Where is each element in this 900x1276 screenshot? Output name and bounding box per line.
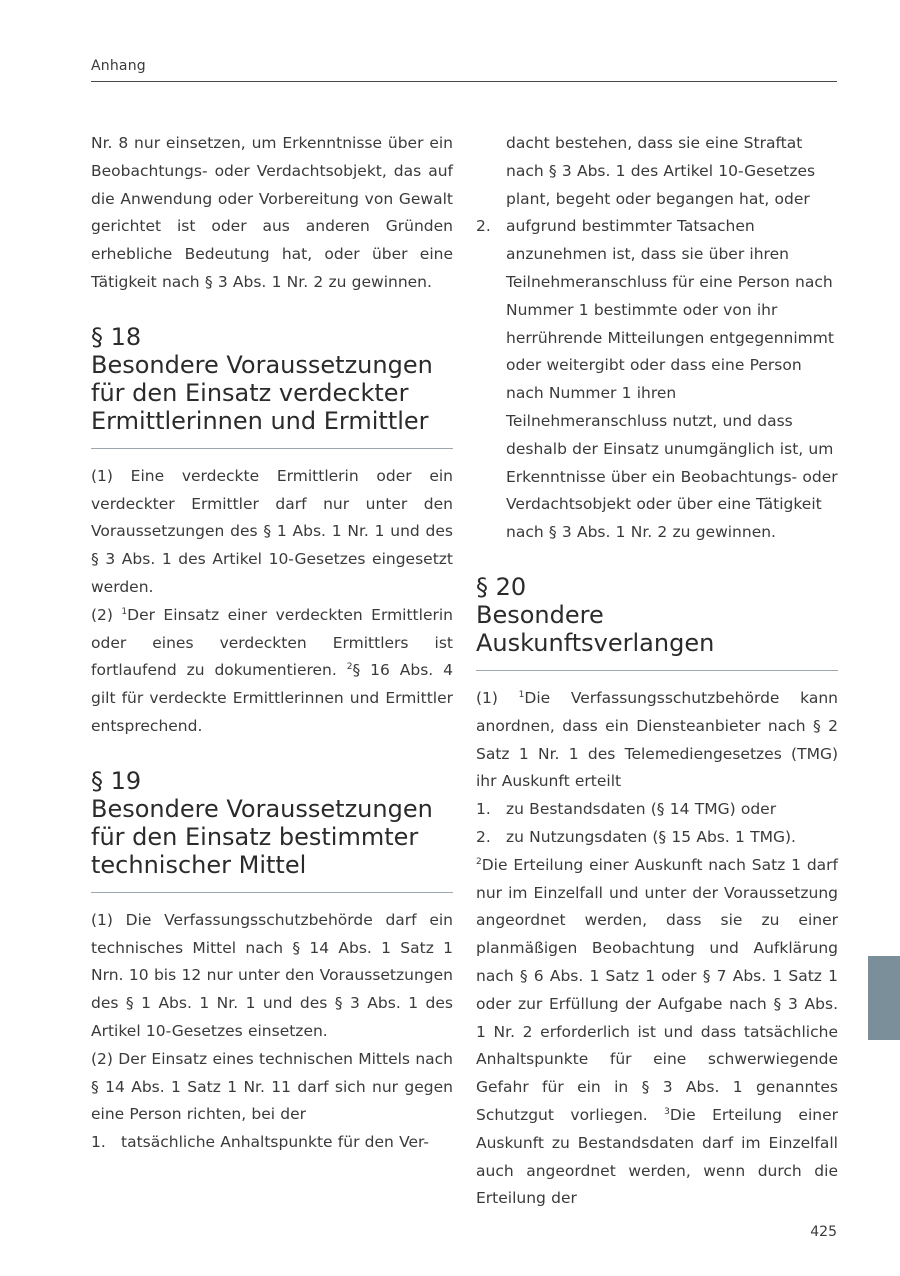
section-18	[91, 323, 453, 741]
intro-paragraph: Nr. 8 nur einsetzen, um Erkenntnisse über ein Beobachtungs- oder Verdachtsobjekt, das auf die Anwendung oder Vorbereitung von Gewalt gerichtet ist oder aus anderen Gründen erhebliche Bedeutung hat, oder über eine Tätigkeit nach § 3 Abs. 1 Nr. 2 zu gewinnen.	[91, 134, 453, 291]
running-header: Anhang	[91, 58, 146, 74]
section-18-title: Besondere Voraussetzungen für den Einsatz verdeckter Ermittlerinnen und Ermittler	[91, 350, 433, 435]
list-item-number: 2.	[476, 827, 491, 846]
section-18-rule	[91, 448, 453, 449]
section-19-rule	[91, 892, 453, 893]
right-column	[476, 130, 838, 1213]
list-item	[476, 824, 838, 852]
list-item-number: 2.	[476, 217, 491, 236]
list-item-number: 1.	[476, 800, 491, 819]
sentence-2: § 16 Abs. 4 gilt für verdeckte Ermittlerinnen und Ermittler entsprechend.	[91, 661, 453, 735]
list-item-number: 1.	[91, 1133, 106, 1152]
section-19	[91, 767, 453, 1157]
sentence-3: Die Erteilung einer Auskunft zu Bestandsdaten darf im Einzelfall auch angeordnet werden, wenn durch die Erteilung der	[476, 1105, 838, 1208]
sentence-number: 1	[518, 689, 525, 700]
list-item	[476, 796, 838, 824]
list-item-text: zu Nutzungsdaten (§ 15 Abs. 1 TMG).	[506, 827, 796, 846]
list-item	[476, 213, 838, 547]
section-19-title: Besondere Voraussetzungen für den Einsatz bestimmter technischer Mittel	[91, 794, 433, 879]
page-number: 425	[810, 1224, 837, 1240]
section-19-paragraph-1: (1) Die Verfassungsschutzbehörde darf ein technisches Mittel nach § 14 Abs. 1 Satz 1 Nrn. 10 bis 12 nur unter den Voraussetzungen des § 1 Abs. 1 Nr. 1 und des § 3 Abs. 1 des Artikel 10-Gesetzes einsetzen.	[91, 910, 453, 1040]
section-20-title: Besondere Auskunftsverlangen	[476, 600, 715, 657]
section-20-paragraph-1-continued	[476, 852, 838, 1213]
sentence-number: 2	[346, 662, 353, 673]
sentence-number: 3	[664, 1106, 670, 1117]
section-20-paragraph-1	[476, 685, 838, 796]
left-column	[91, 130, 453, 1157]
section-20-number: § 20	[476, 572, 527, 601]
section-18-number: § 18	[91, 322, 142, 351]
list-item	[91, 1129, 453, 1157]
list-item-text: aufgrund bestimmter Tatsachen anzunehmen ist, dass sie über ihren Teilnehmeranschluss für eine Person nach Nummer 1 bestimmte oder von ihr herrührende Mitteilungen entgegennimmt oder weitergibt oder dass eine Person nach Nummer 1 ihren Teilnehmeranschluss nutzt, und dass deshalb der Einsatz unumgänglich ist, um Erkenntnisse über ein Beobachtungs- oder Verdachtsobjekt oder über eine Tätigkeit nach § 3 Abs. 1 Nr. 2 zu gewinnen.	[506, 217, 838, 542]
list-item-text: dacht bestehen, dass sie eine Straftat nach § 3 Abs. 1 des Artikel 10-Gesetzes plant, begeht oder begangen hat, oder	[506, 134, 816, 208]
sentence-number: 1	[121, 606, 128, 617]
section-18-paragraph-2	[91, 602, 453, 741]
paragraph-marker: (1)	[476, 688, 519, 707]
paragraph-marker: (2)	[91, 605, 122, 624]
sentence-2: Die Erteilung einer Auskunft nach Satz 1 darf nur im Einzelfall und unter der Voraussetzung angeordnet werden, dass sie zu einer planmäßigen Beobachtung und Aufklärung nach § 6 Abs. 1 Satz 1 oder § 7 Abs. 1 Satz 1 oder zur Erfüllung der Aufgabe nach § 3 Abs. 1 Nr. 2 erforderlich ist und dass tatsächliche Anhaltspunkte für eine schwerwiegende Gefahr für ein in § 3 Abs. 1 genanntes Schutzgut vorliegen.	[476, 855, 838, 1124]
list-item-text: zu Bestandsdaten (§ 14 TMG) oder	[506, 800, 777, 819]
section-20	[476, 573, 838, 1213]
section-19-paragraph-2: (2) Der Einsatz eines technischen Mittels nach § 14 Abs. 1 Satz 1 Nr. 11 darf sich nur gegen eine Person richten, bei der	[91, 1049, 453, 1124]
sentence-1: Die Verfassungsschutzbehörde kann anordnen, dass ein Diensteanbieter nach § 2 Satz 1 Nr. 1 des Telemediengesetzes (TMG) ihr Auskunft erteilt	[476, 688, 838, 791]
list-item-continuation	[476, 130, 838, 213]
header-rule	[91, 81, 837, 82]
section-19-number: § 19	[91, 766, 142, 795]
section-20-rule	[476, 670, 838, 671]
sentence-1: Der Einsatz einer verdeckten Ermittlerin oder eines verdeckten Ermittlers ist fortlaufend zu dokumentieren.	[91, 605, 453, 680]
list-item-text: tatsächliche Anhaltspunkte für den Ver-	[121, 1133, 430, 1152]
sentence-number: 2	[476, 856, 482, 867]
chapter-side-tab	[868, 956, 900, 1040]
section-18-paragraph-1: (1) Eine verdeckte Ermittlerin oder ein verdeckter Ermittler darf nur unter den Voraussetzungen des § 1 Abs. 1 Nr. 1 und des § 3 Abs. 1 des Artikel 10-Gesetzes eingesetzt werden.	[91, 466, 453, 596]
